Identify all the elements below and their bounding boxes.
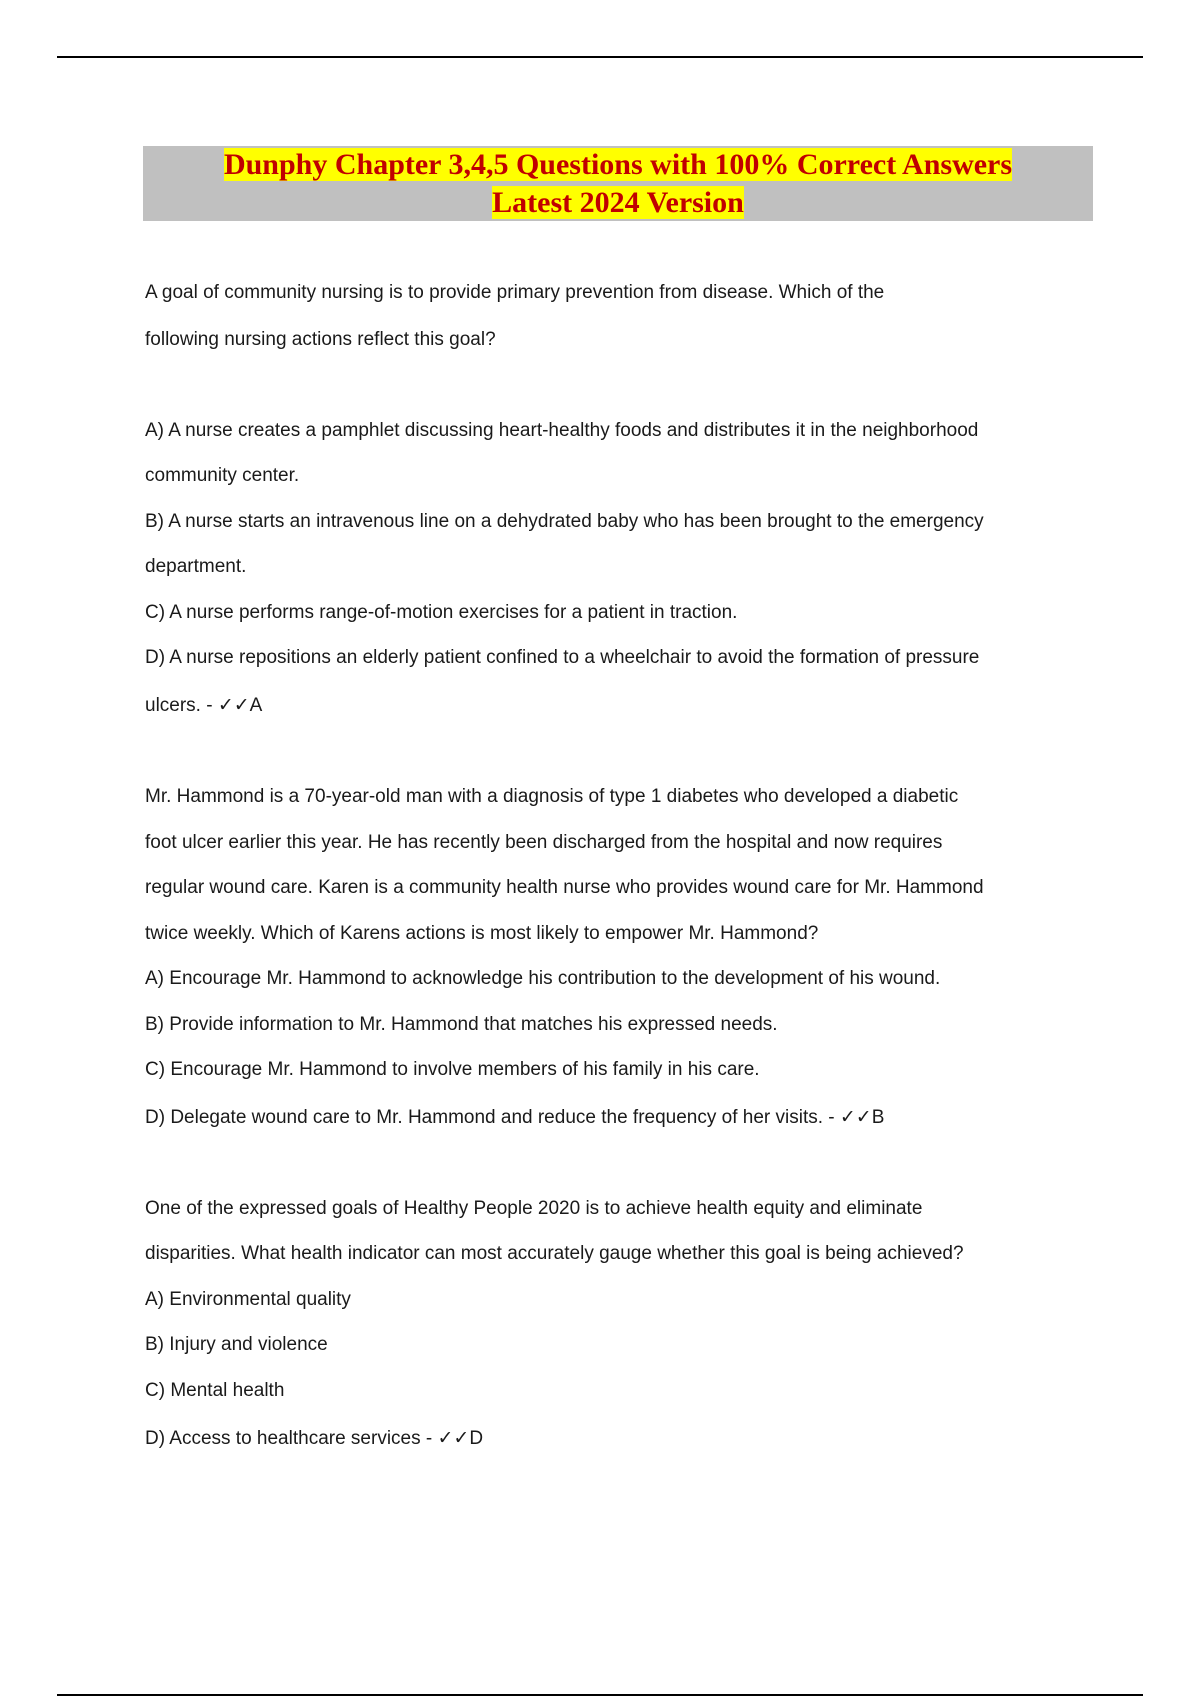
q2-stem-line3: regular wound care. Karen is a community health nurse who provides wound care for Mr. Hammond xyxy=(145,877,984,898)
footer-rule xyxy=(57,1694,1143,1696)
q1-option-c-line1: C) A nurse performs range-of-motion exercises for a patient in traction. xyxy=(145,602,738,623)
document-title-banner xyxy=(143,146,1093,221)
q2-option-b-line1: B) Provide information to Mr. Hammond that matches his expressed needs. xyxy=(145,1014,778,1035)
document-title-line1: Dunphy Chapter 3,4,5 Questions with 100% Correct Answers xyxy=(223,148,1013,181)
q1-option-d-line1: D) A nurse repositions an elderly patient confined to a wheelchair to avoid the formation of pressure xyxy=(145,647,980,668)
q3-option-c-line1: C) Mental health xyxy=(145,1380,285,1401)
q1-stem-line1: A goal of community nursing is to provide primary prevention from disease. Which of the xyxy=(145,282,885,303)
q3-option-d-line1-answer: D) Access to healthcare services - ✓✓D xyxy=(145,1428,484,1449)
q2-stem-line1: Mr. Hammond is a 70-year-old man with a diagnosis of type 1 diabetes who developed a diabetic xyxy=(145,786,959,807)
header-rule xyxy=(57,56,1143,58)
q3-stem-line1: One of the expressed goals of Healthy People 2020 is to achieve health equity and eliminate xyxy=(145,1198,923,1219)
q2-option-d-line1-answer: D) Delegate wound care to Mr. Hammond and reduce the frequency of her visits. - ✓✓B xyxy=(145,1107,885,1128)
q2-stem-line2: foot ulcer earlier this year. He has recently been discharged from the hospital and now requires xyxy=(145,832,943,853)
q2-option-c-line1: C) Encourage Mr. Hammond to involve members of his family in his care. xyxy=(145,1059,760,1080)
q3-option-a-line1: A) Environmental quality xyxy=(145,1289,351,1310)
q3-option-b-line1: B) Injury and violence xyxy=(145,1334,328,1355)
q1-stem-line2: following nursing actions reflect this goal? xyxy=(145,329,496,350)
document-title-line2: Latest 2024 Version xyxy=(492,186,744,219)
q3-stem-line2: disparities. What health indicator can most accurately gauge whether this goal is being achieved? xyxy=(145,1243,964,1264)
q2-stem-line4: twice weekly. Which of Karens actions is most likely to empower Mr. Hammond? xyxy=(145,923,819,944)
q1-option-b-line1: B) A nurse starts an intravenous line on a dehydrated baby who has been brought to the emergency xyxy=(145,511,984,532)
q1-option-b-line2: department. xyxy=(145,556,247,577)
q2-option-a-line1: A) Encourage Mr. Hammond to acknowledge his contribution to the development of his wound. xyxy=(145,968,941,989)
q1-option-a-line1: A) A nurse creates a pamphlet discussing heart-healthy foods and distributes it in the neighborhood xyxy=(145,420,979,441)
q1-option-d-line2-answer: ulcers. - ✓✓A xyxy=(145,695,263,716)
q1-option-a-line2: community center. xyxy=(145,465,300,486)
